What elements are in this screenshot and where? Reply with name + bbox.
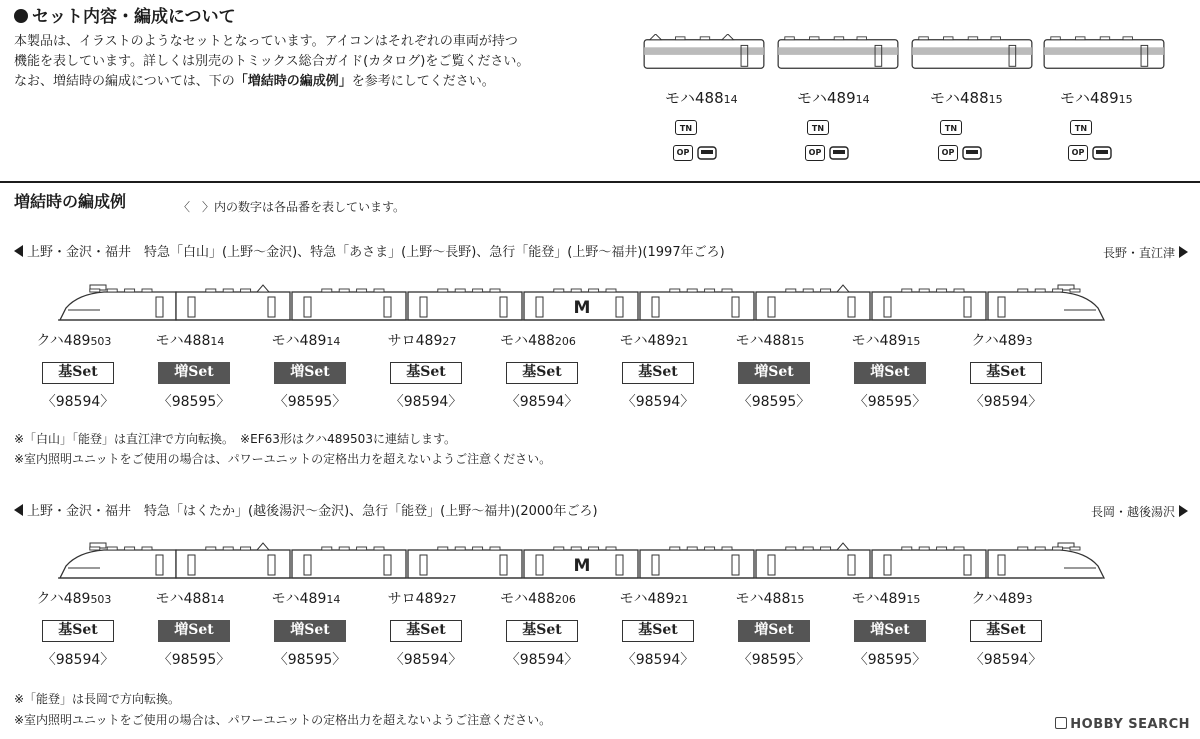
car-name: モハ488 bbox=[500, 591, 555, 607]
formation-1-destination bbox=[1103, 244, 1188, 261]
car-name: サロ489 bbox=[387, 333, 443, 349]
room-light-icon bbox=[962, 145, 982, 161]
car-label bbox=[480, 588, 596, 608]
set-badge: 増Set bbox=[738, 362, 810, 384]
car-label bbox=[480, 330, 596, 350]
intro-line-3-pre: なお、増結時の編成については、下の bbox=[14, 74, 235, 89]
intro-text bbox=[14, 32, 529, 92]
arrow-right-icon bbox=[1179, 246, 1188, 258]
car-number: 503 bbox=[90, 593, 112, 606]
tn-coupler-icon: TN bbox=[940, 120, 962, 135]
train-car-shape bbox=[640, 547, 754, 578]
car-label bbox=[364, 588, 480, 608]
item-number: 〈98595〉 bbox=[737, 394, 811, 410]
car-number: 21 bbox=[674, 335, 689, 348]
tn-coupler-icon: TN bbox=[675, 120, 697, 135]
car-name: モハ488 bbox=[735, 591, 791, 607]
car-name: クハ489 bbox=[971, 591, 1026, 607]
intro-line-1: 本製品は、イラストのようなセットとなっています。アイコンはそれぞれの車両が持つ bbox=[14, 34, 518, 49]
formation-1-dest-text: 長野・直江津 bbox=[1102, 246, 1175, 260]
intro-car-illustration bbox=[908, 34, 1036, 72]
formation-note: 〈 〉内の数字は各品番を表しています。 bbox=[178, 200, 406, 214]
car-label bbox=[16, 330, 132, 350]
train-illustration bbox=[58, 282, 1142, 332]
train-illustration bbox=[58, 540, 1142, 590]
item-number: 〈98595〉 bbox=[853, 652, 927, 668]
intro-car-name: モハ489 bbox=[797, 89, 856, 107]
car-name: クハ489 bbox=[971, 333, 1026, 349]
train-car-shape bbox=[176, 285, 290, 320]
car-number: 15 bbox=[906, 335, 921, 348]
op-option-icon: OP bbox=[673, 145, 693, 161]
arrow-left-icon bbox=[14, 245, 23, 257]
car-name: モハ489 bbox=[851, 333, 907, 349]
car-label bbox=[944, 588, 1060, 608]
set-badge: 増Set bbox=[274, 362, 346, 384]
section-divider bbox=[0, 181, 1200, 183]
room-light-icon bbox=[1092, 145, 1112, 161]
train-car-shape bbox=[872, 547, 986, 578]
bullet-icon bbox=[14, 9, 28, 23]
intro-car-illustration bbox=[640, 34, 768, 72]
arrow-left-icon bbox=[14, 504, 23, 516]
car-name: モハ488 bbox=[735, 333, 791, 349]
set-badge: 基Set bbox=[622, 620, 694, 642]
intro-car-number: 14 bbox=[723, 93, 738, 106]
tn-coupler-icon: TN bbox=[1070, 120, 1092, 135]
train-car-shape bbox=[640, 289, 754, 320]
car-number: 15 bbox=[790, 335, 805, 348]
item-number: 〈98594〉 bbox=[41, 394, 115, 410]
arrow-right-icon bbox=[1179, 505, 1188, 517]
set-badge: 基Set bbox=[506, 362, 578, 384]
item-number: 〈98595〉 bbox=[273, 652, 347, 668]
car-label bbox=[364, 330, 480, 350]
car-label bbox=[596, 330, 712, 350]
set-badge: 基Set bbox=[42, 620, 114, 642]
car-label bbox=[248, 588, 364, 608]
intro-car-label bbox=[797, 87, 937, 108]
watermark bbox=[1055, 717, 1190, 732]
car-name: モハ489 bbox=[271, 333, 327, 349]
motor-car-mark: M bbox=[573, 556, 591, 576]
set-badge: 増Set bbox=[274, 620, 346, 642]
car-label bbox=[944, 330, 1060, 350]
intro-car-label bbox=[1060, 87, 1200, 108]
item-number: 〈98595〉 bbox=[273, 394, 347, 410]
item-number: 〈98595〉 bbox=[853, 394, 927, 410]
train-car-shape bbox=[176, 543, 290, 578]
formation-2-footnote-2: ※室内照明ユニットをご使用の場合は、パワーユニットの定格出力を超えないようご注意ください。 bbox=[14, 713, 552, 727]
room-light-icon bbox=[697, 145, 717, 161]
formation-2-dest-text: 長岡・越後湯沢 bbox=[1090, 505, 1175, 519]
item-number: 〈98595〉 bbox=[157, 394, 231, 410]
op-option-icon: OP bbox=[1068, 145, 1088, 161]
car-number: 503 bbox=[90, 335, 112, 348]
section-title-text: セット内容・編成について bbox=[32, 7, 236, 27]
train-car-shape bbox=[60, 285, 176, 320]
car-number: 15 bbox=[790, 593, 805, 606]
formation-1-footnote-1: ※「白山」「能登」は直江津で方向転換。 ※EF63形はクハ489503に連結します。 bbox=[14, 432, 456, 446]
car-label bbox=[596, 588, 712, 608]
car-label bbox=[828, 588, 944, 608]
set-badge: 基Set bbox=[42, 362, 114, 384]
train-car-shape bbox=[988, 543, 1104, 578]
op-option-icon: OP bbox=[938, 145, 958, 161]
train-car-shape bbox=[60, 543, 176, 578]
set-badge: 基Set bbox=[390, 620, 462, 642]
set-badge: 基Set bbox=[622, 362, 694, 384]
train-car-shape bbox=[872, 289, 986, 320]
car-name: モハ488 bbox=[500, 333, 555, 349]
train-car-shape bbox=[292, 547, 406, 578]
formation-1-footnote-2: ※室内照明ユニットをご使用の場合は、パワーユニットの定格出力を超えないようご注意ください。 bbox=[14, 452, 552, 466]
watermark-text: HOBBY SEARCH bbox=[1070, 717, 1190, 732]
item-number: 〈98594〉 bbox=[621, 394, 695, 410]
item-number: 〈98594〉 bbox=[41, 652, 115, 668]
intro-line-3-post: を参考にしてください。 bbox=[351, 74, 495, 89]
car-label bbox=[712, 330, 828, 350]
item-number: 〈98595〉 bbox=[157, 652, 231, 668]
car-number: 14 bbox=[210, 593, 225, 606]
car-name: クハ489 bbox=[36, 591, 91, 607]
car-name: モハ488 bbox=[155, 333, 211, 349]
car-name: モハ489 bbox=[619, 591, 675, 607]
intro-car-number: 14 bbox=[855, 93, 870, 106]
car-name: モハ489 bbox=[619, 333, 675, 349]
intro-line-2: 機能を表しています。詳しくは別売のトミックス総合ガイド(カタログ)をご覧ください。 bbox=[14, 54, 530, 69]
car-number: 206 bbox=[554, 335, 576, 348]
intro-car-illustration bbox=[1040, 34, 1168, 72]
item-number: 〈98594〉 bbox=[505, 652, 579, 668]
train-car-shape bbox=[408, 547, 522, 578]
car-label bbox=[248, 330, 364, 350]
intro-line-3-bold: 「増結時の編成例」 bbox=[234, 74, 352, 89]
set-badge: 基Set bbox=[970, 620, 1042, 642]
car-name: モハ489 bbox=[851, 591, 907, 607]
intro-car-label bbox=[665, 87, 805, 108]
car-label bbox=[828, 330, 944, 350]
intro-car-illustration bbox=[774, 34, 902, 72]
car-label bbox=[132, 330, 248, 350]
formation-2-destination bbox=[1091, 503, 1188, 520]
room-light-icon bbox=[829, 145, 849, 161]
intro-line-3 bbox=[14, 72, 529, 92]
set-badge: 増Set bbox=[158, 620, 230, 642]
car-label bbox=[712, 588, 828, 608]
motor-car-mark: M bbox=[573, 298, 591, 318]
train-car-shape bbox=[292, 289, 406, 320]
car-number: 14 bbox=[326, 593, 341, 606]
car-label bbox=[16, 588, 132, 608]
set-badge: 基Set bbox=[970, 362, 1042, 384]
item-number: 〈98594〉 bbox=[505, 394, 579, 410]
item-number: 〈98594〉 bbox=[621, 652, 695, 668]
formation-2-route bbox=[14, 500, 598, 519]
car-number: 27 bbox=[442, 593, 457, 606]
set-badge: 基Set bbox=[390, 362, 462, 384]
car-number: 14 bbox=[210, 335, 225, 348]
intro-car-number: 15 bbox=[988, 93, 1003, 106]
intro-car-number: 15 bbox=[1118, 93, 1133, 106]
car-name: クハ489 bbox=[36, 333, 91, 349]
set-badge: 増Set bbox=[854, 362, 926, 384]
car-number: 14 bbox=[326, 335, 341, 348]
train-car-shape bbox=[756, 543, 870, 578]
formation-1-route-text: 上野・金沢・福井 特急「白山」(上野〜金沢)、特急「あさま」(上野〜長野)、急行「能登」(上野〜福井)(1997年ごろ) bbox=[27, 245, 725, 260]
intro-car-name: モハ488 bbox=[930, 89, 989, 107]
car-name: モハ489 bbox=[271, 591, 327, 607]
car-number: 3 bbox=[1025, 593, 1033, 606]
item-number: 〈98594〉 bbox=[969, 394, 1043, 410]
formation-title: 増結時の編成例 bbox=[14, 192, 127, 211]
formation-2-route-text: 上野・金沢・福井 特急「はくたか」(越後湯沢〜金沢)、急行「能登」(上野〜福井)(2000年ごろ) bbox=[27, 504, 598, 519]
car-name: サロ489 bbox=[387, 591, 443, 607]
set-badge: 増Set bbox=[158, 362, 230, 384]
car-number: 21 bbox=[674, 593, 689, 606]
car-label bbox=[132, 588, 248, 608]
car-number: 3 bbox=[1025, 335, 1033, 348]
op-option-icon: OP bbox=[805, 145, 825, 161]
formation-2-footnote-1: ※「能登」は長岡で方向転換。 bbox=[14, 692, 181, 706]
item-number: 〈98594〉 bbox=[389, 652, 463, 668]
train-car-shape bbox=[756, 285, 870, 320]
car-number: 206 bbox=[554, 593, 576, 606]
train-car-shape bbox=[408, 289, 522, 320]
formation-1-route bbox=[14, 241, 725, 260]
item-number: 〈98594〉 bbox=[969, 652, 1043, 668]
set-badge: 増Set bbox=[854, 620, 926, 642]
set-badge: 増Set bbox=[738, 620, 810, 642]
section-title bbox=[14, 2, 236, 27]
train-car-shape bbox=[988, 285, 1104, 320]
intro-car-name: モハ489 bbox=[1060, 89, 1119, 107]
intro-car-label bbox=[930, 87, 1070, 108]
item-number: 〈98595〉 bbox=[737, 652, 811, 668]
item-number: 〈98594〉 bbox=[389, 394, 463, 410]
car-name: モハ488 bbox=[155, 591, 211, 607]
car-number: 27 bbox=[442, 335, 457, 348]
set-badge: 基Set bbox=[506, 620, 578, 642]
car-number: 15 bbox=[906, 593, 921, 606]
hobby-search-logo-icon bbox=[1055, 717, 1067, 729]
tn-coupler-icon: TN bbox=[807, 120, 829, 135]
intro-car-name: モハ488 bbox=[665, 89, 724, 107]
